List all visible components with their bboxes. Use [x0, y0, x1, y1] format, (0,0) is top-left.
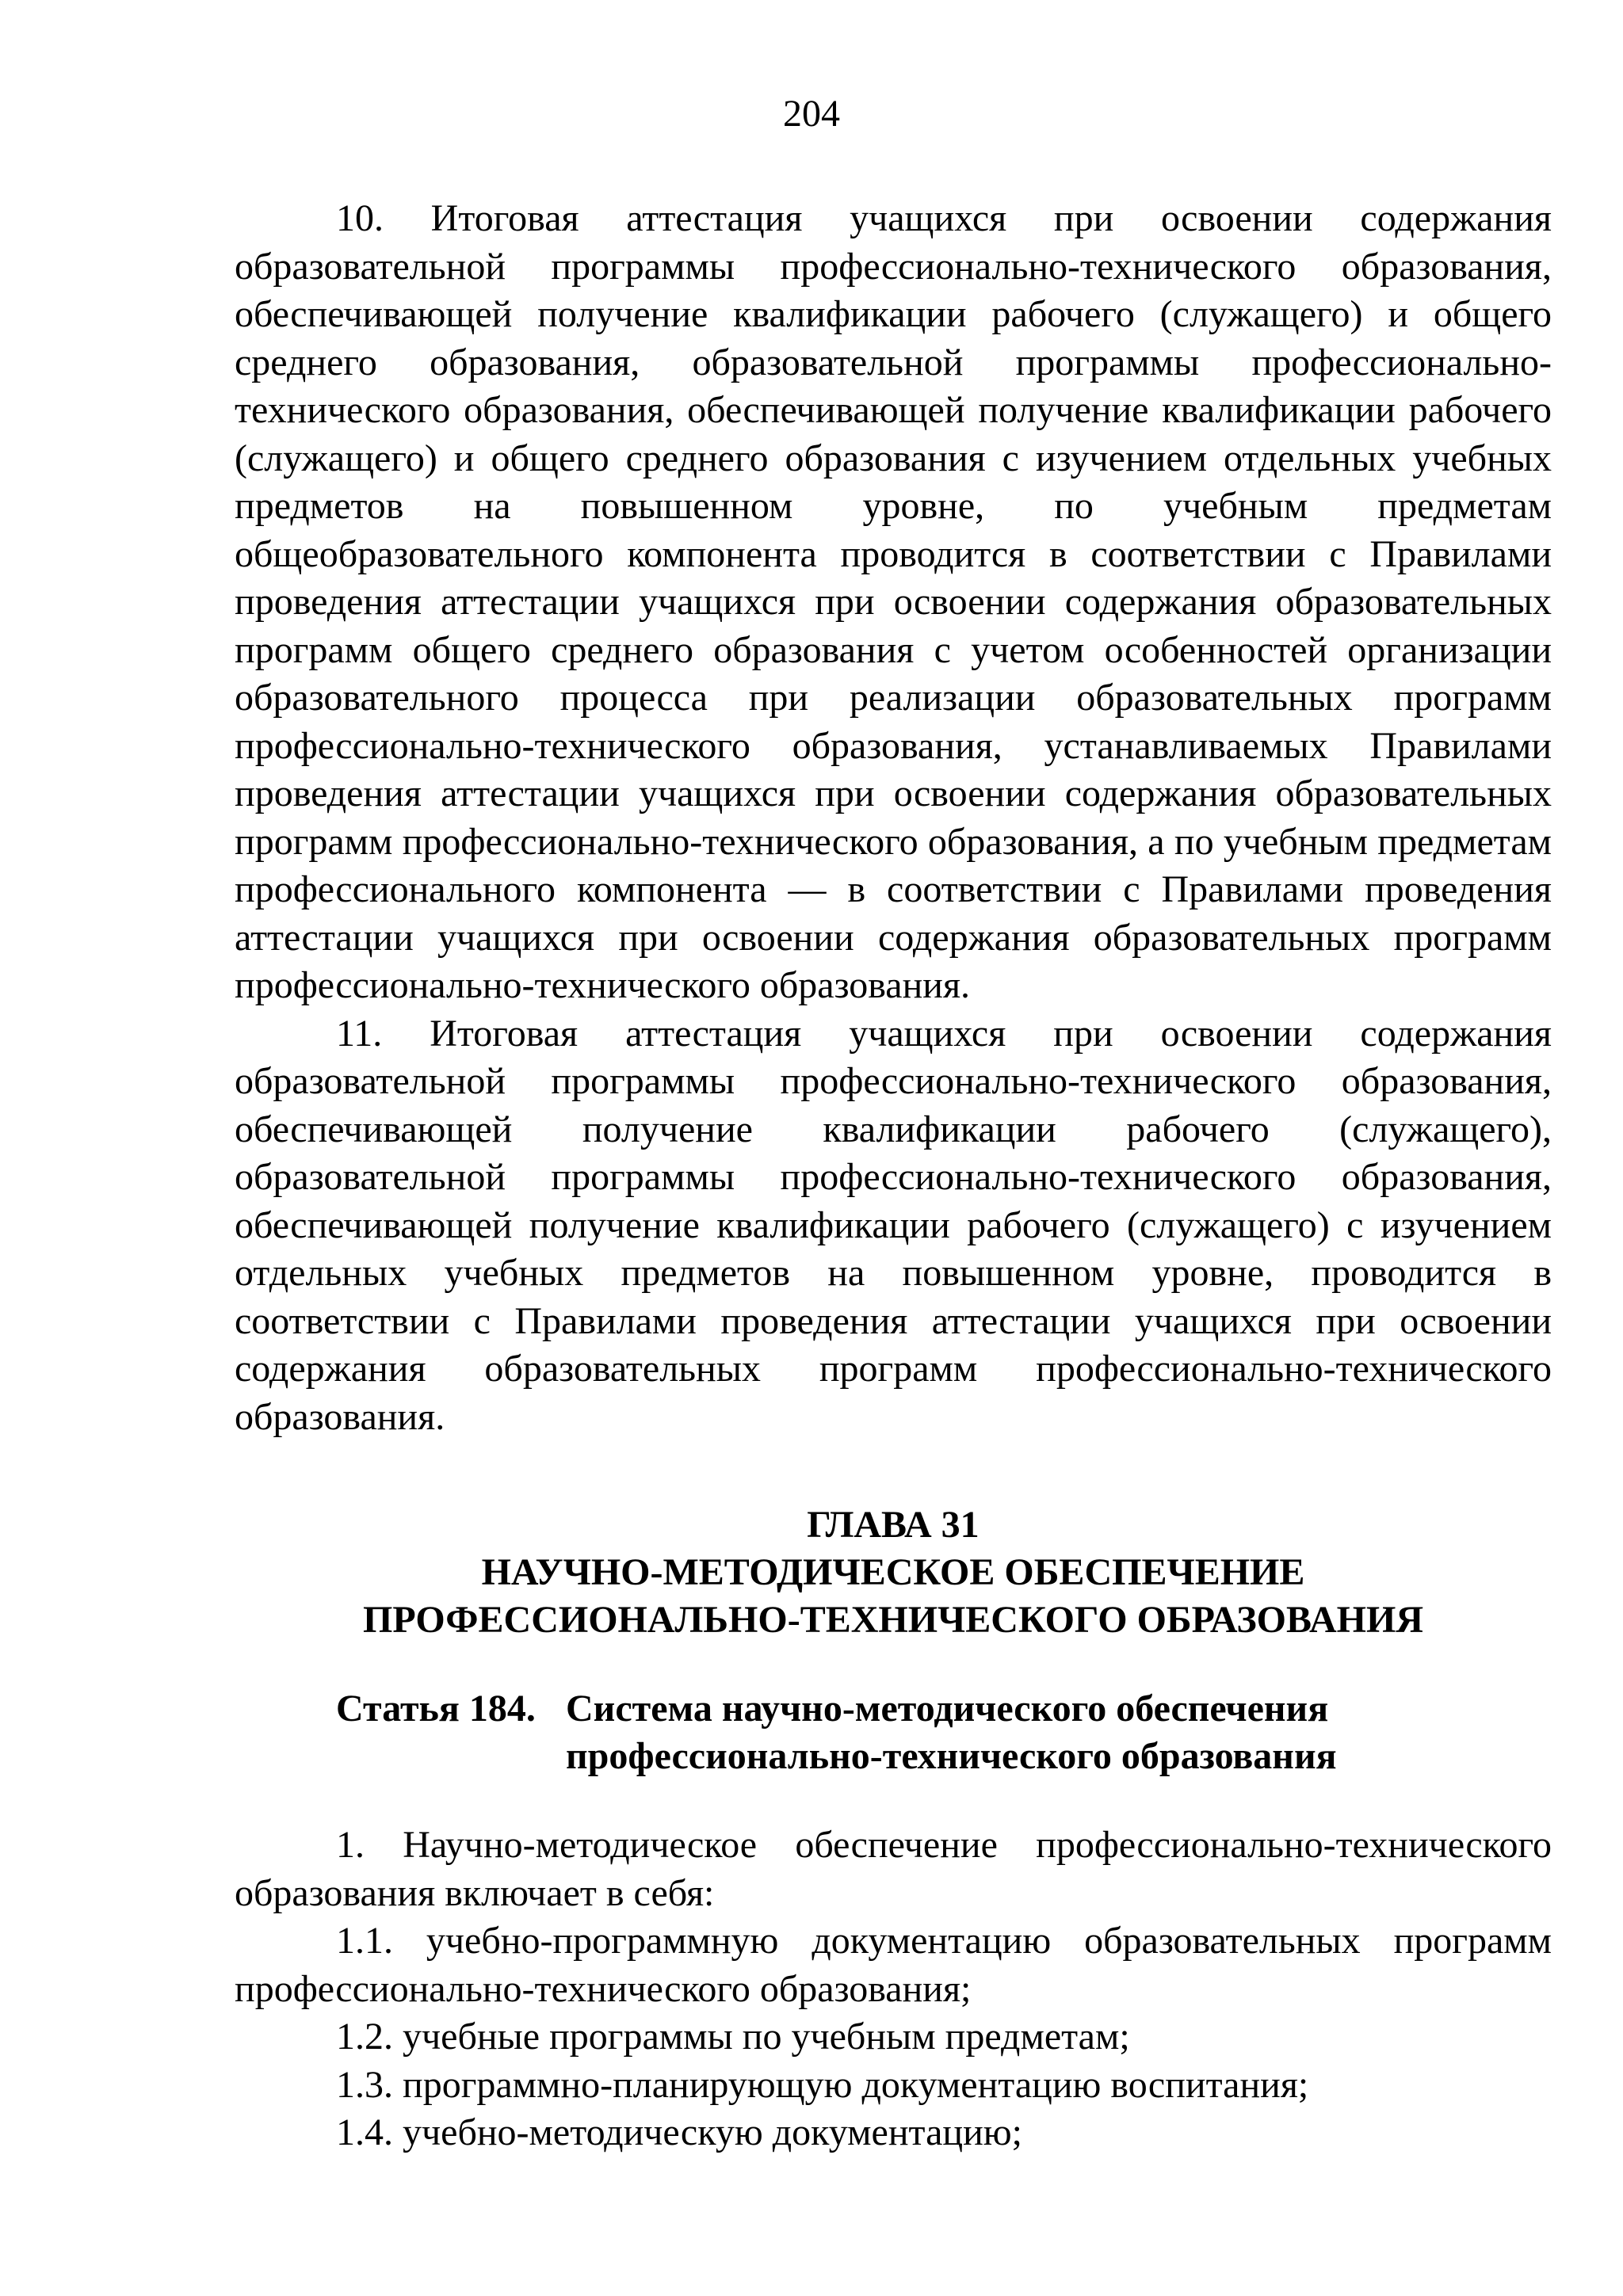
list-item-1-3: 1.3. программно-планирующую документацию воспитания;: [336, 2063, 1309, 2106]
article-title-line-1: Система научно-методического обеспечения: [566, 1688, 1329, 1730]
chapter-title-line-2: ПРОФЕССИОНАЛЬНО-ТЕХНИЧЕСКОГО ОБРАЗОВАНИЯ: [363, 1599, 1423, 1641]
list-item-1-2: 1.2. учебные программы по учебным предметам;: [336, 2016, 1130, 2058]
paragraph-10: 10. Итоговая аттестация учащихся при освоении содержания образовательной программы профессионально-технического образования, обеспечивающей получение квалификации рабочего (служащего) и общего среднего образования, образовательной программы профессионально-технического образования, обеспечивающей получение квалификации рабочего (служащего) и общего среднего образования с изучением отдельных учебных предметов на повышенном уровне, по учебным предметам общеобразовательного компонента проводится в соответствии с Правилами проведения аттестации учащихся при освоении содержания образовательных программ общего среднего образования с учетом особенностей организации образовательного процесса при реализации образовательных программ профессионально-технического образования, устанавливаемых Правилами проведения аттестации учащихся при освоении содержания образовательных программ профессионально-технического образования, а по учебным предметам профессионального компонента — в соответствии с Правилами проведения аттестации учащихся при освоении содержания образовательных программ профессионально-технического образования.: [235, 197, 1552, 1006]
article-title-line-2: профессионально-технического образования: [566, 1735, 1337, 1777]
article-heading: [235, 1685, 1552, 1780]
list-item-1: 1. Научно-методическое обеспечение профессионально-технического образования включает в себя:: [235, 1824, 1552, 1914]
chapter-number: ГЛАВА 31: [807, 1504, 980, 1546]
article-title: [566, 1685, 1552, 1780]
page-number: 204: [783, 93, 840, 135]
document-body: [235, 195, 1552, 2157]
article-items: [235, 1821, 1552, 2157]
paragraph-11: 11. Итоговая аттестация учащихся при освоении содержания образовательной программы профессионально-технического образования, обеспечивающей получение квалификации рабочего (служащего), образовательной программы профессионально-технического образования, обеспечивающей получение квалификации рабочего (служащего) с изучением отдельных учебных предметов на повышенном уровне, проводится в соответствии с Правилами проведения аттестации учащихся при освоении содержания образовательных программ профессионально-технического образования.: [235, 1012, 1552, 1438]
article-label: Статья 184.: [336, 1688, 536, 1730]
chapter-heading: [235, 1501, 1552, 1644]
list-item-1-1: 1.1. учебно-программную документацию образовательных программ профессионально-технического образования;: [235, 1920, 1552, 2010]
chapter-title-line-1: НАУЧНО-МЕТОДИЧЕСКОЕ ОБЕСПЕЧЕНИЕ: [481, 1551, 1305, 1593]
list-item-1-4: 1.4. учебно-методическую документацию;: [336, 2111, 1022, 2153]
